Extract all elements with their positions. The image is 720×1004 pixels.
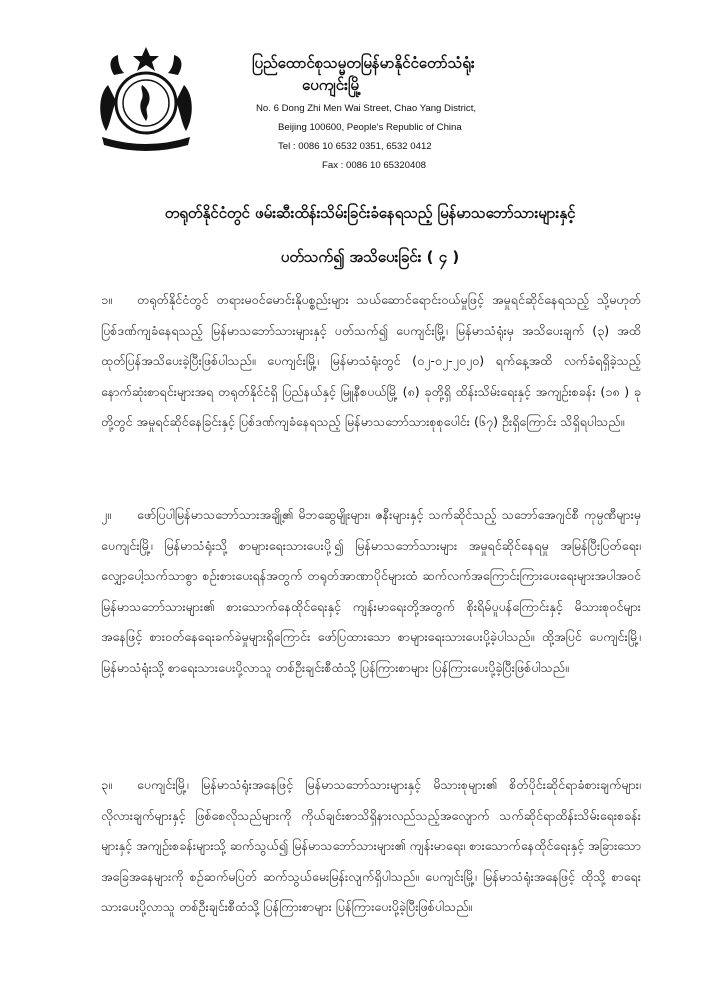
fax-line: Fax : 0086 10 65320408 xyxy=(322,160,427,171)
paragraph-2-number: ၂။ xyxy=(101,507,111,522)
paragraph-2 xyxy=(101,500,641,683)
paragraph-2-text: ဖော်ပြပါမြန်မာသဘော်သားအချို့၏ မိဘဆွေမျိုးများ၊ ဇနီးများနှင့် သက်ဆိုင်သည့် သဘော်အေဂျင်စီ ကုမ္ပဏီများမှ ပေကျင်းမြို့၊ မြန်မာသံရုံးသို့ စာများရေးသားပေးပို့၍ မြန်မာသဘော်သားများ အမှုရင်ဆိုင်နေရမှု အမြန်ပြီးပြတ်ရေး၊ လျှော့ပေါ့သက်သာစွာ စဉ်းစားပေးရန်အတွက် တရုတ်အာဏာပိုင်များထံ ဆက်လက်အကြောင်းကြားပေးရေးများအပါအဝင် မြန်မာသဘော်သားများ၏ စားသောက်နေထိုင်ရေးနှင့် ကျန်းမာရေးတို့အတွက် စိုးရိမ်ပူပန်ကြောင်းနှင့် မိသားစုဝင်များအနေဖြင့် စားဝတ်နေရေးခက်ခဲမှုများရှိကြောင်း ဖော်ပြထားသော စာများရေးသားပေးပို့ခဲ့ပါသည်။ ထို့အပြင် ပေကျင်းမြို့၊ မြန်မာသံရုံးသို့ စာရေးသားပေးပို့လာသူ တစ်ဦးချင်းစီထံသို့ ပြန်ကြားစာများ ပြန်ကြားပေးပို့ခဲ့ပြီးဖြစ်ပါသည်။ xyxy=(101,507,641,675)
embassy-address xyxy=(252,99,572,175)
paragraph-1-text: တရုတ်နိုင်ငံတွင် တရားမဝင်မောင်းနိုပစ္စည်းများ သယ်ဆောင်ရောင်းဝယ်မှုဖြင့် အမှုရင်ဆိုင်နေရသည့် သို့မဟုတ် ပြစ်ဒဏ်ကျခံနေရသည့် မြန်မာသဘော်သားများနှင့် ပတ်သက်၍ ပေကျင်းမြို့၊ မြန်မာသံရုံးမှ အသိပေးချက် (၃) အထိ ထုတ်ပြန်အသိပေးခဲ့ပြီးဖြစ်ပါသည်။ ပေကျင်းမြို့၊ မြန်မာသံရုံးတွင် (၀၂-၀၂-၂၀၂၀) ရက်နေ့အထိ လက်ခံရရှိခဲ့သည့် နောက်ဆုံးစာရင်းများအရ တရုတ်နိုင်ငံရှိ ပြည်နယ်နှင့် မြူနီစပယ်မြို့ (၈) ခုတို့ရှိ ထိန်းသိမ်းရေးနှင့် အကျဉ်းစခန်း (၁၈ ) ခုတို့တွင် အမှုရင်ဆိုင်နေခြင်းနှင့် ပြစ်ဒဏ်ကျခံနေရသည့် မြန်မာသဘော်သားစုစုပေါင်း (၆၇) ဦးရှိကြောင်း သိရှိရပါသည်။ xyxy=(101,292,641,429)
telephone-line: Tel : 0086 10 6532 0351, 6532 0412 xyxy=(278,141,432,152)
embassy-name: ပြည်ထောင်စုသမ္မတမြန်မာနိုင်ငံတော်သံရုံး xyxy=(252,54,475,72)
paragraph-1-number: ၁။ xyxy=(101,292,112,307)
paragraph-3-number: ၃။ xyxy=(101,777,112,792)
state-seal-emblem-icon xyxy=(96,45,196,153)
notice-title-line-2: ပတ်သက်၍ အသိပေးခြင်း ( ၄ ) xyxy=(280,248,460,266)
paragraph-1 xyxy=(101,285,641,438)
notice-title-line-1: တရုတ်နိုင်ငံတွင် ဖမ်းဆီးထိန်းသိမ်းခြင်းခံနေရသည့် မြန်မာသဘော်သားများနှင့် xyxy=(164,204,576,222)
address-line-1: No. 6 Dong Zhi Men Wai Street, Chao Yang District, xyxy=(256,103,477,114)
paragraph-3 xyxy=(101,770,641,923)
paragraph-3-text: ပေကျင်းမြို့၊ မြန်မာသံရုံးအနေဖြင့် မြန်မာသဘော်သားများနှင့် မိသားစုများ၏ စိတ်ပိုင်းဆိုင်ရာခံစားချက်များ၊ လိုလားချက်များနှင့် ဖြစ်စေလိုသည်များကို ကိုယ်ချင်းစာသိရှိနားလည်သည့်အလျောက် သက်ဆိုင်ရာထိန်းသိမ်းရေးစခန်းများနှင့် အကျဉ်းစခန်းများသို့ ဆက်သွယ်၍ မြန်မာသဘော်သားများ၏ ကျန်းမာရေး၊ စားသောက်နေထိုင်ရေးနှင့် အခြားသောအခြေအနေများကို စဉ်ဆက်မပြတ် ဆက်သွယ်မေးမြန်းလျက်ရှိပါသည်။ ပေကျင်းမြို့၊ မြန်မာသံရုံးအနေဖြင့် ထိုသို့ စာရေးသားပေးပို့လာသူ တစ်ဦးချင်းစီထံသို့ ပြန်ကြားစာများ ပြန်ကြားပေးပို့ခဲ့ပြီးဖြစ်ပါသည်။ xyxy=(101,777,641,914)
letterhead xyxy=(252,52,572,175)
embassy-city: ပေကျင်းမြို့ xyxy=(302,76,362,94)
address-line-2: Beijing 100600, People's Republic of China xyxy=(278,122,462,133)
